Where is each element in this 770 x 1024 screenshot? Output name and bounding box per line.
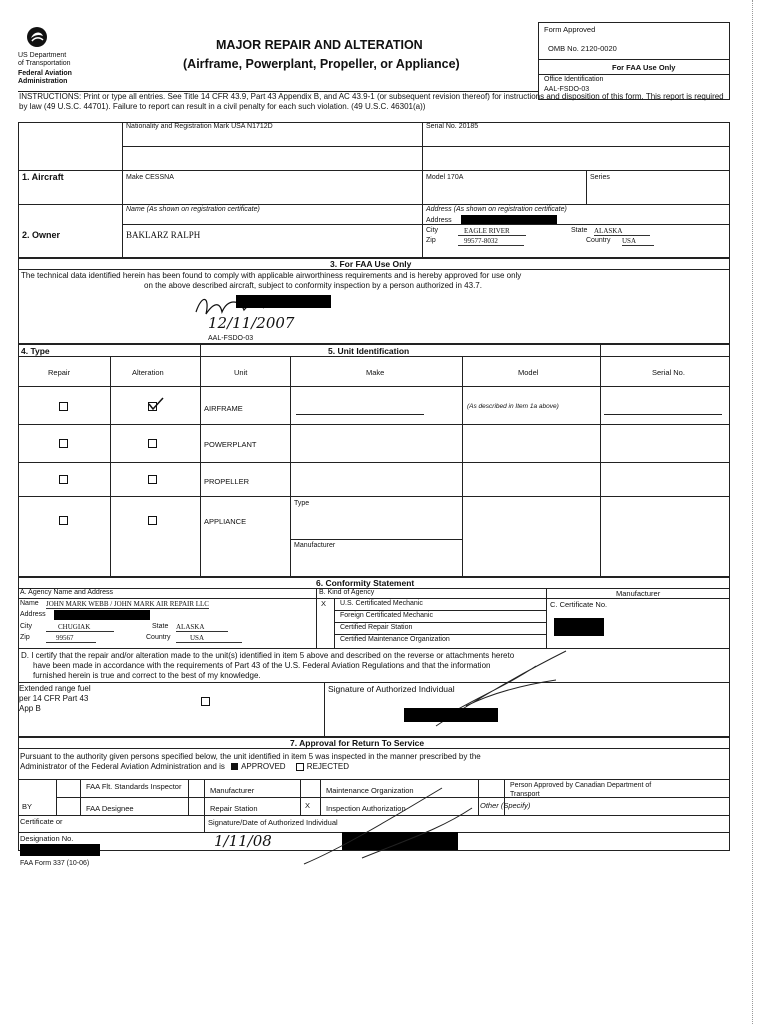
agency-name: US Department of Transportation (18, 52, 71, 67)
appliance-mfr-label: Manufacturer (294, 542, 336, 549)
model-field: Model 170A (426, 174, 464, 181)
form-subtitle: (Airframe, Powerplant, Propeller, or Appliance) (183, 57, 460, 71)
series-label: Series (590, 174, 610, 181)
approval-header: 7. Approval for Return To Service (290, 738, 425, 748)
repair-checkbox-propeller[interactable] (59, 475, 68, 484)
unit-propeller: PROPELLER (204, 477, 250, 486)
agency-city-label: City (20, 623, 33, 630)
owner-state-label: State (571, 227, 588, 234)
agency-state-value: ALASKA (176, 623, 228, 632)
form-approved-label: Form Approved (544, 25, 596, 34)
kind-foreign-mechanic: Foreign Certificated Mechanic (340, 612, 433, 619)
unit-appliance: APPLIANCE (204, 517, 247, 526)
repair-checkbox-powerplant[interactable] (59, 439, 68, 448)
manufacturer-col-label: Manufacturer (616, 589, 661, 598)
col-repair: Repair (48, 368, 71, 377)
redaction-agency-address (54, 610, 150, 620)
redaction-designation (20, 844, 100, 856)
kind-mark: X (321, 599, 327, 608)
appliance-type-label: Type (294, 500, 310, 507)
approval-handwritten-date: 1/11/08 (214, 832, 272, 850)
approval-text-1: Pursuant to the authority given persons specified below, the unit identified in item 5 was inspected in the manner prescribed by the (20, 752, 481, 761)
owner-city-label: City (426, 227, 439, 234)
make-field: Make CESSNA (126, 174, 174, 181)
owner-name-label: Name (As shown on registration certificate) (126, 206, 260, 213)
owner-city-value: EAGLE RIVER (458, 227, 526, 236)
repair-checkbox-airframe[interactable] (59, 402, 68, 411)
faa-handwritten-date: 12/11/2007 (208, 314, 295, 332)
agency-name-value: JOHN MARK WEBB / JOHN MARK AIR REPAIR LLC (46, 600, 209, 608)
agency-zip-value: 99567 (46, 634, 96, 643)
conformity-header: 6. Conformity Statement (316, 578, 415, 588)
agency-label: A. Agency Name and Address (20, 589, 113, 596)
cert-label-1: Certificate or (20, 817, 63, 826)
unit-powerplant: POWERPLANT (204, 440, 257, 449)
type-header: 4. Type (21, 346, 50, 356)
certificate-no-label: C. Certificate No. (550, 600, 608, 609)
extended-fuel-checkbox[interactable] (201, 697, 210, 706)
approval-text-2: Administrator of the Federal Aviation Administration and is APPROVED REJECTED (20, 762, 350, 771)
redaction-owner-address (461, 215, 557, 224)
checkmark-icon (148, 397, 164, 411)
omb-number: OMB No. 2120-0020 (548, 44, 617, 53)
form-footer-id: FAA Form 337 (10-06) (20, 860, 90, 867)
agency-city-value: CHUGIAK (46, 623, 114, 632)
extended-range-fuel: Extended range fuel per 14 CFR Part 43 App B (19, 684, 91, 713)
faa-name: Federal Aviation Administration (18, 70, 72, 85)
col-alteration: Alteration (132, 368, 164, 377)
office-id-value: AAL-FSDO-03 (544, 86, 590, 93)
option-maintenance-org: Maintenance Organization (326, 786, 414, 795)
agency-country-value: USA (176, 634, 242, 643)
option-manufacturer: Manufacturer (210, 786, 255, 795)
owner-name-value: BAKLARZ RALPH (126, 230, 201, 240)
approval-signature-icon (302, 778, 482, 868)
redaction-faa-signature (236, 295, 331, 308)
col-serial: Serial No. (652, 368, 685, 377)
option-other: Other (Specify) (480, 801, 531, 810)
kind-of-agency-label: B. Kind of Agency (319, 589, 375, 596)
agency-name-label: Name (20, 600, 39, 607)
alteration-checkbox-propeller[interactable] (148, 475, 157, 484)
owner-zip-value: 99577-8032 (458, 237, 524, 246)
redaction-mechanic-signature (404, 708, 498, 722)
owner-zip-label: Zip (426, 237, 436, 244)
by-label: BY (22, 802, 33, 811)
certify-line-2: have been made in accordance with the requirements of Part 43 of the U.S. Federal Aviation Regulations and that the information (33, 661, 491, 670)
form-title: MAJOR REPAIR AND ALTERATION (216, 38, 423, 52)
instructions: INSTRUCTIONS: Print or type all entries. See Title 14 CFR 43.9, Part 43 Appendix B, and AC 43.9-1 (or subsequent revision thereof) for instructions and disposition of this form. This report is required by law (49 U.S.C. 44701). Failure to report can result in a civil penalty for each such violation. (49 U.S.C. 46301(a)) (19, 92, 724, 111)
form-337 (18, 22, 730, 867)
cert-label-2: Designation No. (20, 834, 74, 843)
owner-country-value: USA (622, 237, 654, 246)
owner-address-sub: Address (426, 217, 452, 224)
agency-address-label: Address (20, 611, 46, 618)
alteration-checkbox-powerplant[interactable] (148, 439, 157, 448)
unit-id-header: 5. Unit Identification (328, 346, 410, 356)
owner-state-value: ALASKA (594, 227, 650, 236)
faa-use-header: 3. For FAA Use Only (330, 259, 412, 269)
office-id-label: Office Identification (544, 76, 604, 83)
dot-logo-icon (26, 26, 48, 48)
agency-country-label: Country (146, 634, 171, 641)
faa-office-stamp: AAL-FSDO-03 (208, 335, 254, 342)
signature-label: Signature of Authorized Individual (328, 684, 455, 694)
repair-checkbox-appliance[interactable] (59, 516, 68, 525)
certify-line-1: D. I certify that the repair and/or alteration made to the unit(s) identified in item 5 above and described on the reverse or attachments hereto (21, 651, 515, 660)
kind-us-mechanic: U.S. Certificated Mechanic (340, 600, 423, 607)
col-unit: Unit (234, 368, 248, 377)
type-unit-table (18, 344, 730, 577)
col-make: Make (366, 368, 385, 377)
owner-address-label: Address (As shown on registration certificate) (426, 206, 567, 213)
option-repair-station: Repair Station (210, 804, 258, 813)
redaction-certificate (554, 618, 604, 636)
scan-edge (752, 0, 753, 1024)
option-designee: FAA Designee (86, 804, 134, 813)
owner-country-label: Country (586, 237, 611, 244)
certify-line-3: furnished herein is true and correct to the best of my knowledge. (33, 671, 261, 680)
nationality-field: Nationality and Registration Mark USA N1712D (126, 123, 273, 130)
option-canadian: Person Approved by Canadian Department of Transport (510, 782, 652, 798)
agency-zip-label: Zip (20, 634, 30, 641)
serial-field: Serial No. 20185 (426, 123, 479, 130)
alteration-checkbox-appliance[interactable] (148, 516, 157, 525)
kind-repair-station: Certified Repair Station (340, 624, 413, 631)
sig-date-label: Signature/Date of Authorized Individual (208, 818, 338, 827)
col-model: Model (518, 368, 539, 377)
option-inspection-auth: Inspection Authorization (326, 804, 406, 813)
faa-use-text-2: on the above described aircraft, subject to conformity inspection by a person authorized in 43.7. (144, 281, 482, 290)
owner-section-label: 2. Owner (22, 230, 61, 240)
faa-use-only-label: For FAA Use Only (612, 63, 676, 72)
aircraft-section-label: 1. Aircraft (22, 172, 64, 182)
mechanic-signature-icon (406, 646, 586, 736)
faa-use-text-1: The technical data identified herein has been found to comply with applicable airworthiness requirements and is hereby approved for use only (21, 271, 522, 280)
airframe-model-note: (As described in Item 1a above) (467, 403, 559, 410)
ia-mark: X (305, 801, 311, 810)
option-fsi: FAA Flt. Standards Inspector (86, 782, 182, 791)
agency-state-label: State (152, 623, 169, 630)
unit-airframe: AIRFRAME (204, 404, 243, 413)
kind-maintenance-org: Certified Maintenance Organization (340, 636, 450, 643)
